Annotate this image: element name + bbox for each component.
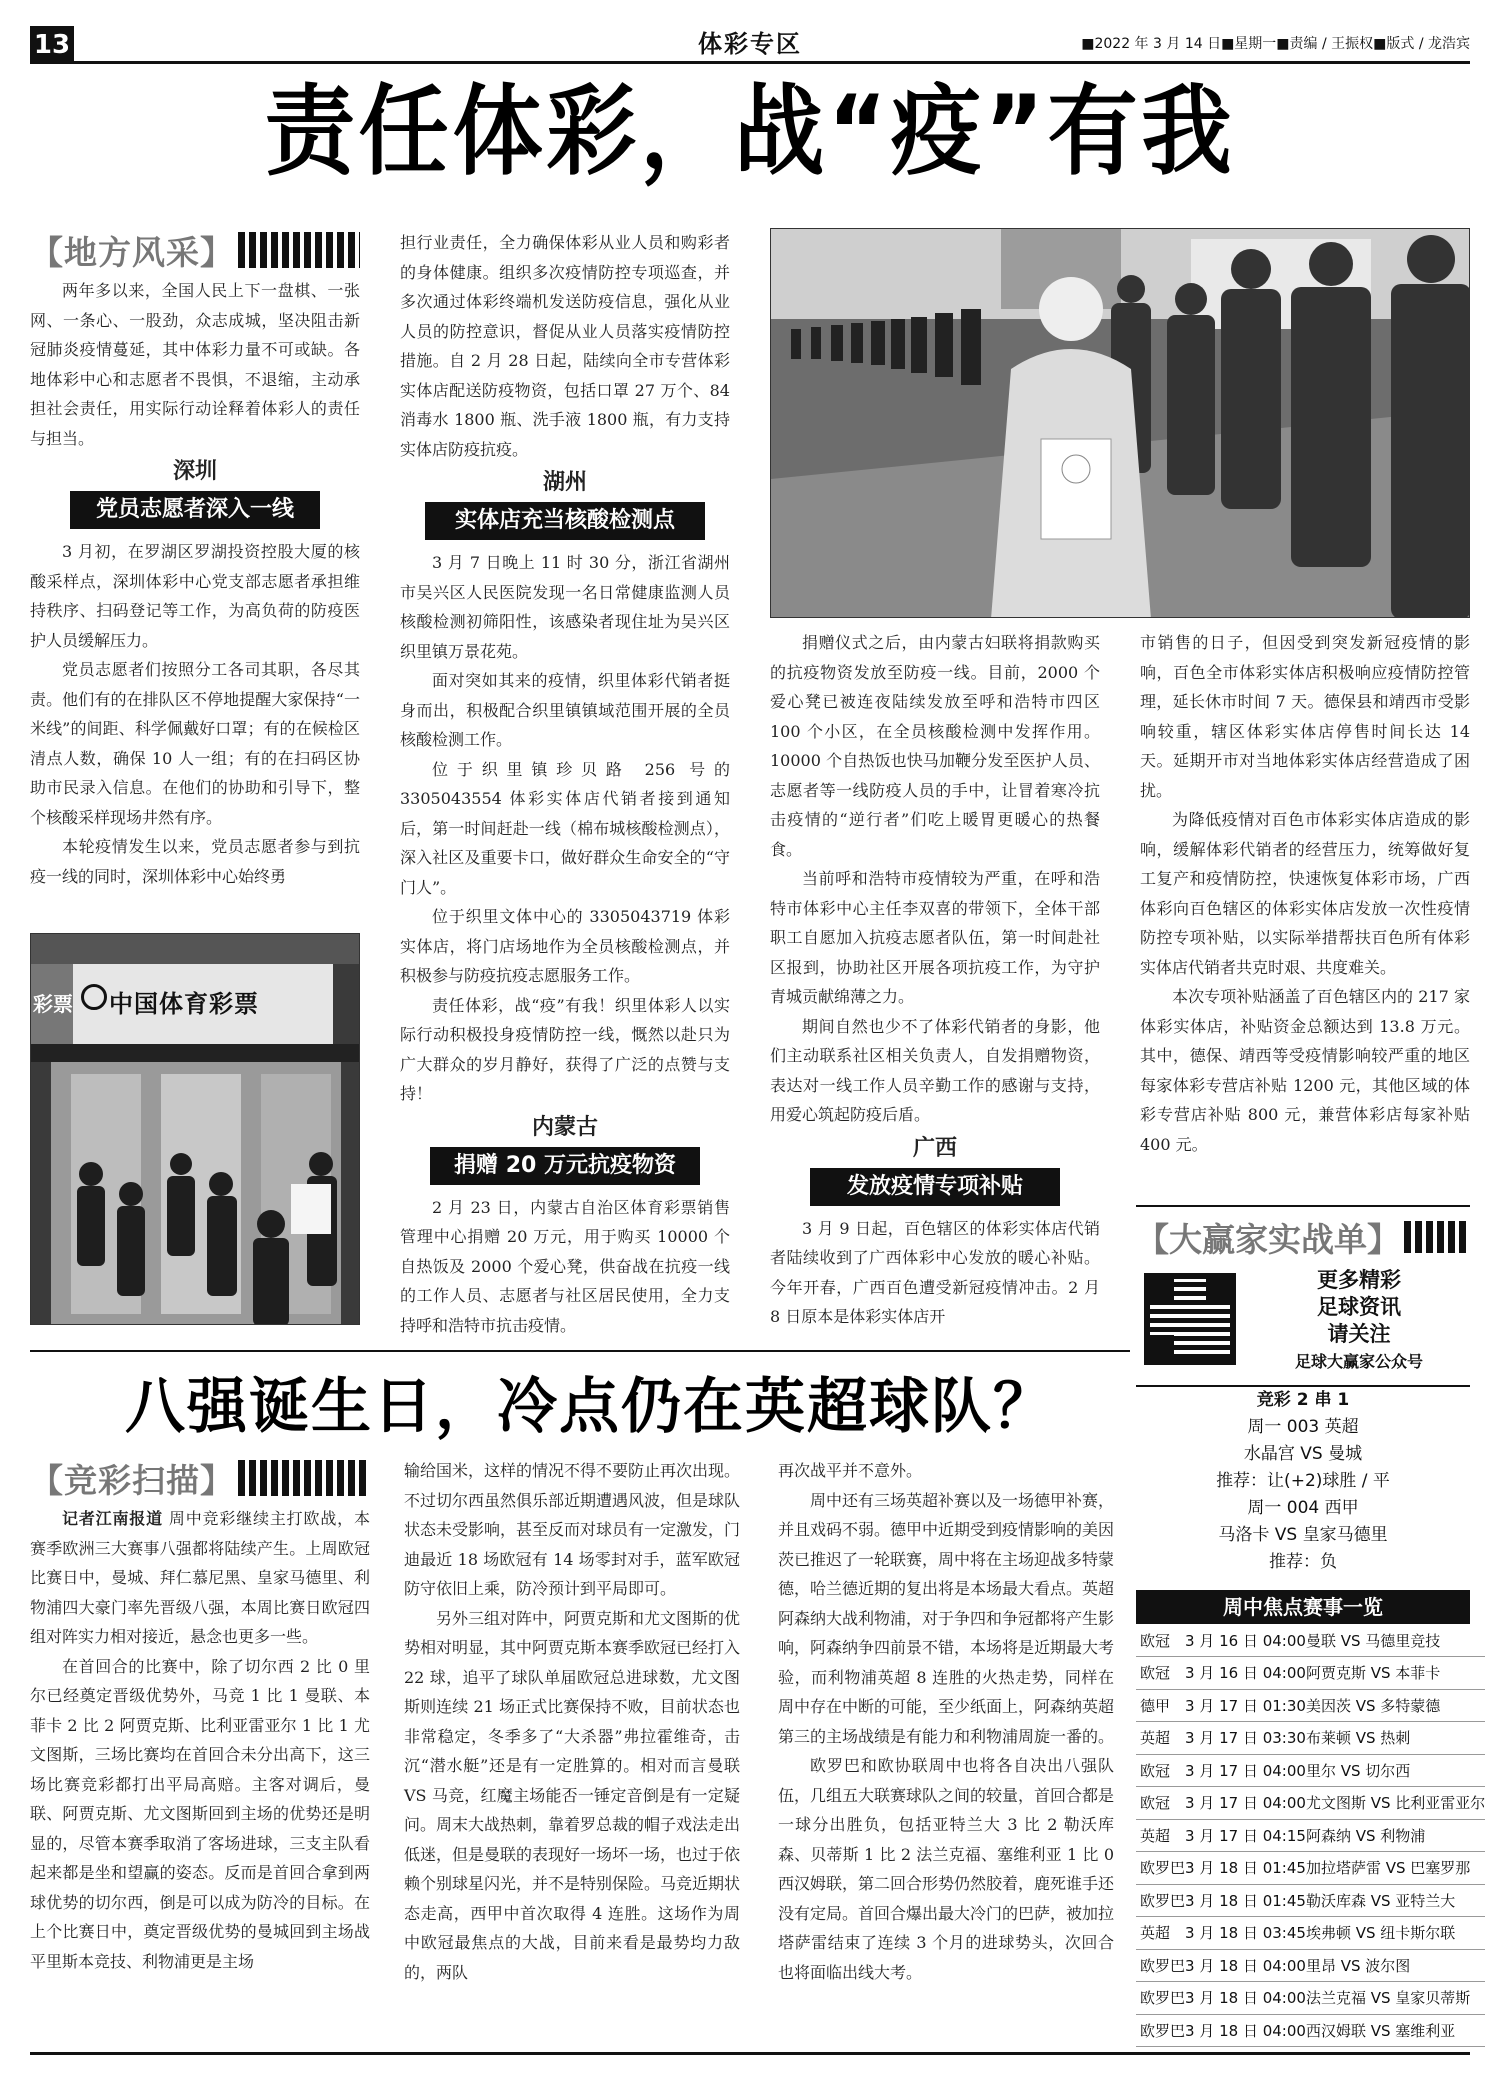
qr-caption: 更多精彩 足球资讯 请关注 足球大赢家公众号 [1248,1267,1470,1377]
fixture-league: 德甲 [1136,1689,1185,1722]
sidebar-divider [1136,1205,1470,1207]
paragraph: 本轮疫情发生以来，党员志愿者参与到抗疫一线的同时，深圳体彩中心始终勇 [30,837,360,886]
bet-line: 周一 003 英超 [1247,1417,1359,1437]
fixture-row [1136,1949,1485,1982]
fixture-match: 美因茨 VS 多特蒙德 [1306,1689,1485,1722]
paragraph: 期间自然也少不了体彩代销者的身影，他们主动联系社区相关负责人，自发捐赠物资，表达对一线工作人员辛勤工作的感谢与支持，用爱心筑起防疫后盾。 [770,1016,1100,1124]
fixture-row [1136,1917,1485,1950]
paragraph: 捐赠仪式之后，由内蒙古妇联将捐款购买的抗疫物资发放至防疫一线。目前，2000 个爱心凳已被连夜陆续发放至呼和浩特市四区 100 个小区，在全员核酸检测中发挥作用。10000 个自热饭也快马加鞭分发至医护人员、志愿者等一线防疫人员的手中，让冒着寒冷抗击疫情的“逆行者”们吃上暖胃更暖心的热餐食。 [770,633,1100,859]
fixture-league: 欧冠 [1136,1624,1185,1657]
paragraph: 市销售的日子，但因受到突发新冠疫情的影响，百色全市体彩实体店积极响应疫情防控管理，延长休市时间 7 天。德保县和靖西市受影响较重，辖区体彩实体店停售时间长达 14 天。延期开市对当地体彩实体店经营造成了困扰。 [1140,633,1470,800]
fixture-date: 3 月 18 日 03:45 [1185,1917,1306,1950]
paragraph: 3 月 7 日晚上 11 时 30 分，浙江省湖州市吴兴区人民医院发现一名日常健康监测人员核酸检测初筛阳性，该感染者现住址为吴兴区织里镇万景花苑。 [400,553,730,661]
fixture-row [1136,1884,1485,1917]
bet-line: 推荐：负 [1269,1552,1337,1572]
paragraph: 位于织里镇珍贝路 256 号的 3305043554 体彩实体店代销者接到通知后，第一时间赶赴一线（棉布城核酸检测点），深入社区及重要卡口，做好群众生命安全的“守门人”。 [400,759,730,897]
paragraph: 再次战平并不意外。 [778,1461,923,1480]
fixture-date: 3 月 17 日 04:00 [1185,1787,1306,1820]
photo-lottery-store [30,933,360,1325]
fixture-date: 3 月 17 日 03:30 [1185,1722,1306,1755]
fixture-match: 勒沃库森 VS 亚特兰大 [1306,1884,1485,1917]
paragraph: 欧罗巴和欧协联周中也将各自决出八强队伍，几组五大联赛球队之间的较量，首回合都是一球分出胜负，包括亚特兰大 3 比 2 勒沃库森、贝蒂斯 1 比 2 法兰克福、塞维利亚 1 比 0 西汉姆联，第二回合形势仍然胶着，鹿死谁手还没有定局。首回合爆出最大冷门的巴萨，被加拉塔萨雷结束了连续 3 个月的进球势头，次回合也将面临出线大考。 [778,1756,1115,1982]
fixture-date: 3 月 16 日 04:00 [1185,1657,1306,1690]
qr-code-icon[interactable] [1144,1273,1236,1365]
fixture-row [1136,1787,1485,1820]
column-2 [400,228,730,1340]
page-header [30,26,1470,64]
fixture-date: 3 月 17 日 01:30 [1185,1689,1306,1722]
fixture-league: 欧冠 [1136,1754,1185,1787]
section-divider [30,1350,1130,1352]
fixture-match: 里尔 VS 切尔西 [1306,1754,1485,1787]
fixture-row [1136,1722,1485,1755]
fixture-date: 3 月 18 日 01:45 [1185,1884,1306,1917]
paragraph: 2 月 23 日，内蒙古自治区体育彩票销售管理中心捐赠 20 万元，用于购买 10000 个自热饭及 2000 个爱心凳，供奋战在抗疫一线的工作人员、志愿者与社区居民使用，全力支持呼和浩特市抗击疫情。 [400,1197,730,1335]
fixture-league: 欧罗巴 [1136,1884,1185,1917]
fixture-date: 3 月 16 日 04:00 [1185,1624,1306,1657]
section-title: 体彩专区 [698,30,802,58]
paragraph: 责任体彩，战“疫”有我！织里体彩人以实际行动积极投身疫情防控一线，慨然以赴只为广大群众的岁月静好，获得了广泛的点赞与支持！ [400,995,730,1103]
fixture-row [1136,1624,1485,1657]
intro-paragraph: 两年多以来，全国人民上下一盘棋、一张网、一条心、一股劲，众志成城，坚决阻击新冠肺炎疫情蔓延，其中体彩力量不可或缺。各地体彩中心和志愿者不畏惧，不退缩，主动承担社会责任，用实际行动诠释着体彩人的责任与担当。 [30,281,360,448]
paragraph: 担行业责任，全力确保体彩从业人员和购彩者的身体健康。组织多次疫情防控专项巡查，并多次通过体彩终端机发送防疫信息，强化从业人员的防控意识，督促从业人员落实疫情防控措施。自 2 月 28 日起，陆续向全市专营体彩实体店配送防疫物资，包括口罩 27 万个、84 消毒水 1800 瓶、洗手液 1800 瓶，有力支持实体店防疫抗疫。 [400,233,730,459]
issue-meta: ■2022 年 3 月 14 日■星期一■责编 / 王振权■版式 / 龙浩宾 [1081,36,1470,52]
fixture-league: 欧冠 [1136,1657,1185,1690]
fixture-league: 英超 [1136,1819,1185,1852]
fixture-league: 欧罗巴 [1136,2014,1185,2047]
fixtures-table [1136,1624,1485,2047]
fixture-match: 阿森纳 VS 利物浦 [1306,1819,1485,1852]
paragraph: 为降低疫情对百色市体彩实体店造成的影响，缓解体彩代销者的经营压力，统筹做好复工复产和疫情防控，快速恢复体彩市场，广西体彩向百色辖区的体彩实体店发放一次性疫情防控专项补贴，以实际举措帮扶百色所有体彩实体店代销者共克时艰、共度难关。 [1140,810,1470,977]
sidebar-tag: 【大赢家实战单】 [1136,1215,1470,1259]
fixture-league: 英超 [1136,1917,1185,1950]
fixture-date: 3 月 17 日 04:15 [1185,1819,1306,1852]
sidebar [1136,1215,1486,2047]
page-number: 13 [30,26,74,64]
fixture-league: 欧罗巴 [1136,1949,1185,1982]
column-3 [770,628,1100,1332]
fixture-league: 欧罗巴 [1136,1852,1185,1885]
paragraph: 本次专项补贴涵盖了百色辖区内的 217 家体彩实体店，补贴资金总额达到 13.8 万元。其中，德保、靖西等受疫情影响较严重的地区每家体彩专营店补贴 1200 元，其他区域的体彩专营店补贴 800 元，兼营体彩店每家补贴 400 元。 [1140,987,1470,1154]
fixture-match: 埃弗顿 VS 纽卡斯尔联 [1306,1917,1485,1950]
top-headline: 责任体彩，战“疫”有我 [264,75,1236,189]
fixture-match: 曼联 VS 马德里竞技 [1306,1624,1485,1657]
fixture-date: 3 月 17 日 04:00 [1185,1754,1306,1787]
city-guangxi: 广西 [912,1135,957,1161]
lottery-logo-icon [81,984,107,1010]
paragraph: 在首回合的比赛中，除了切尔西 2 比 0 里尔已经奠定晋级优势外，马竞 1 比 1 曼联、本菲卡 2 比 2 阿贾克斯、比利亚雷亚尔 1 比 1 尤文图斯，三场比赛均在首回合未分出高下，这三场比赛竞彩都打出平局高赔。主客对调后，曼联、阿贾克斯、尤文图斯回到主场的优势还是明显的，尽管本赛季取消了客场进球，三支主队看起来都是坐和望赢的姿态。反而是首回合拿到两球优势的切尔西，倒是可以成为防冷的目标。在上个比赛日中，奠定晋级优势的曼城回到主场战平里斯本竞技、利物浦更是主场 [30,1656,370,1971]
fixture-match: 阿贾克斯 VS 本菲卡 [1306,1657,1485,1690]
bottom-column-3 [778,1456,1114,1987]
tag-decoration [238,1460,370,1496]
bet-slip [1136,1385,1470,1576]
store-sign-text: 中国体育彩票 [109,990,259,1018]
paragraph: 3 月 9 日起，百色辖区的体彩实体店代销者陆续收到了广西体彩中心发放的暖心补贴。今年开春，广西百色遭受新冠疫情冲击。2 月 8 日原本是体彩实体店开 [770,1218,1100,1326]
paragraph: 3 月初，在罗湖区罗湖投资控股大厦的核酸采样点，深圳体彩中心党支部志愿者承担维持秩序、扫码登记等工作，为高负荷的防疫医护人员缓解压力。 [30,542,360,650]
section-tag-betting: 【竞彩扫描】 [30,1456,370,1500]
fixture-league: 欧冠 [1136,1787,1185,1820]
fixture-match: 西汉姆联 VS 塞维利亚 [1306,2014,1485,2047]
fixtures-title: 周中焦点赛事一览 [1136,1590,1470,1624]
fixture-date: 3 月 18 日 04:00 [1185,1949,1306,1982]
fixture-league: 英超 [1136,1722,1185,1755]
fixture-date: 3 月 18 日 04:00 [1185,2014,1306,2047]
paragraph: 记者江南报道 周中竞彩继续主打欧战，本赛季欧洲三大赛事八强都将陆续产生。上周欧冠比赛日中，曼城、拜仁慕尼黑、皇家马德里、利物浦四大豪门率先晋级八强，本周比赛日欧冠四组对阵实力相对接近，悬念也更多一些。 [30,1509,370,1646]
city-neimenggu: 内蒙古 [531,1114,598,1140]
fixture-row [1136,1852,1485,1885]
store-sign-left: 彩票 [33,992,73,1016]
fixture-league: 欧罗巴 [1136,1982,1185,2015]
fixture-row [1136,1689,1485,1722]
bottom-column-2 [404,1456,740,1987]
paragraph: 周中还有三场英超补赛以及一场德甲补赛，并且戏码不弱。德甲中近期受到疫情影响的美因茨已推迟了一轮联赛，周中将在主场迎战多特蒙德，哈兰德近期的复出将是本场最大看点。英超阿森纳大战利物浦，对于争四和争冠都将产生影响，阿森纳争四前景不错，本场将是近期最大考验，而利物浦英超 8 连胜的火热走势，同样在周中存在中断的可能，至少纸面上，阿森纳英超第三的主场战绩是有能力和利物浦周旋一番的。 [778,1490,1115,1746]
section-tag-local: 【地方风采】 [30,228,360,272]
subhead-shenzhen: 党员志愿者深入一线 [70,491,320,529]
column-4 [1140,628,1470,1159]
fixture-row [1136,1657,1485,1690]
bet-line: 水晶宫 VS 曼城 [1243,1444,1363,1464]
fixture-date: 3 月 18 日 01:45 [1185,1852,1306,1885]
qr-account: 足球大赢家公众号 [1294,1352,1423,1371]
paragraph: 输给国米，这样的情况不得不要防止再次出现。不过切尔西虽然俱乐部近期遭遇风波，但是球队状态未受影响，甚至反而对球员有一定激发，门迪最近 18 场欧冠有 14 场零封对手，蓝军欧冠防守依旧上乘，防冷预计到平局即可。 [404,1461,741,1598]
bet-line: 马洛卡 VS 皇家马德里 [1218,1525,1388,1545]
paragraph: 当前呼和浩特市疫情较为严重，在呼和浩特市体彩中心主任李双喜的带领下，全体干部职工自愿加入抗疫志愿者队伍，第一时间赴社区报到，协助社区开展各项抗疫工作，为守护青城贡献绵薄之力。 [770,869,1100,1006]
queue-illustration [771,229,1470,618]
fixture-match: 法兰克福 VS 皇家贝蒂斯 [1306,1982,1485,2015]
photo-testing-queue [770,228,1470,618]
tag-decoration [238,232,360,268]
fixture-match: 布莱顿 VS 热刺 [1306,1722,1485,1755]
city-huzhou: 湖州 [542,470,587,495]
tag-decoration [1404,1221,1470,1253]
subhead-huzhou: 实体店充当核酸检测点 [425,502,705,540]
fixture-row [1136,1754,1485,1787]
fixture-row [1136,2014,1485,2047]
fixture-match: 加拉塔萨雷 VS 巴塞罗那 [1306,1852,1485,1885]
city-shenzhen: 深圳 [172,459,217,484]
fixture-row [1136,1982,1485,2015]
fixture-row [1136,1819,1485,1852]
paragraph: 另外三组对阵中，阿贾克斯和尤文图斯的优势相对明显，其中阿贾克斯本赛季欧冠已经打入 22 球，追平了球队单届欧冠总进球数，尤文图斯则连续 21 场正式比赛保持不败，目前状态也非常稳定，冬季多了“大杀器”弗拉霍维奇，击沉“潜水艇”还是有一定胜算的。相对而言曼联 VS 马竞，红魔主场能否一锤定音倒是有一定疑问。周末大战热刺，靠着罗总裁的帽子戏法走出低迷，但是曼联的表现好一场坏一场，也过于依赖个别球星闪光，并不是特别保险。马竞近期状态走高，西甲中首次取得 4 连胜。这场作为周中欧冠最焦点的大战，目前来看是最势均力敌的，两队 [404,1608,741,1982]
subhead-guangxi: 发放疫情专项补贴 [810,1168,1060,1206]
paragraph: 党员志愿者们按照分工各司其职，各尽其责。他们有的在排队区不停地提醒大家保持“一米线”的间距、科学佩戴好口罩；有的在候检区清点人数，确保 10 人一组；有的在扫码区协助市民录入信息。在他们的协助和引导下，整个核酸采样现场井然有序。 [30,660,360,827]
subhead-neimenggu: 捐赠 20 万元抗疫物资 [430,1147,700,1185]
paragraph: 位于织里文体中心的 3305043719 体彩实体店，将门店场地作为全员核酸检测点，并积极参与防疫抗疫志愿服务工作。 [400,907,730,985]
qr-block [1136,1267,1470,1377]
fixture-match: 里昂 VS 波尔图 [1306,1949,1485,1982]
fixture-date: 3 月 18 日 04:00 [1185,1982,1306,2015]
column-1 [30,228,360,891]
paragraph: 面对突如其来的疫情，织里体彩代销者挺身而出，积极配合织里镇镇域范围开展的全员核酸检测工作。 [400,671,730,749]
bet-line: 周一 004 西甲 [1247,1498,1359,1518]
bet-title: 竞彩 2 串 1 [1256,1390,1350,1410]
fixture-match: 尤文图斯 VS 比利亚雷亚尔 [1306,1787,1485,1820]
bottom-headline: 八强诞生日，冷点仍在英超球队？ [125,1372,1055,1442]
bet-line: 推荐：让(+2)球胜 / 平 [1216,1471,1390,1491]
bottom-column-1 [30,1456,370,1976]
byline: 记者江南报道 [62,1509,163,1528]
bottom-rule [30,2052,1470,2055]
